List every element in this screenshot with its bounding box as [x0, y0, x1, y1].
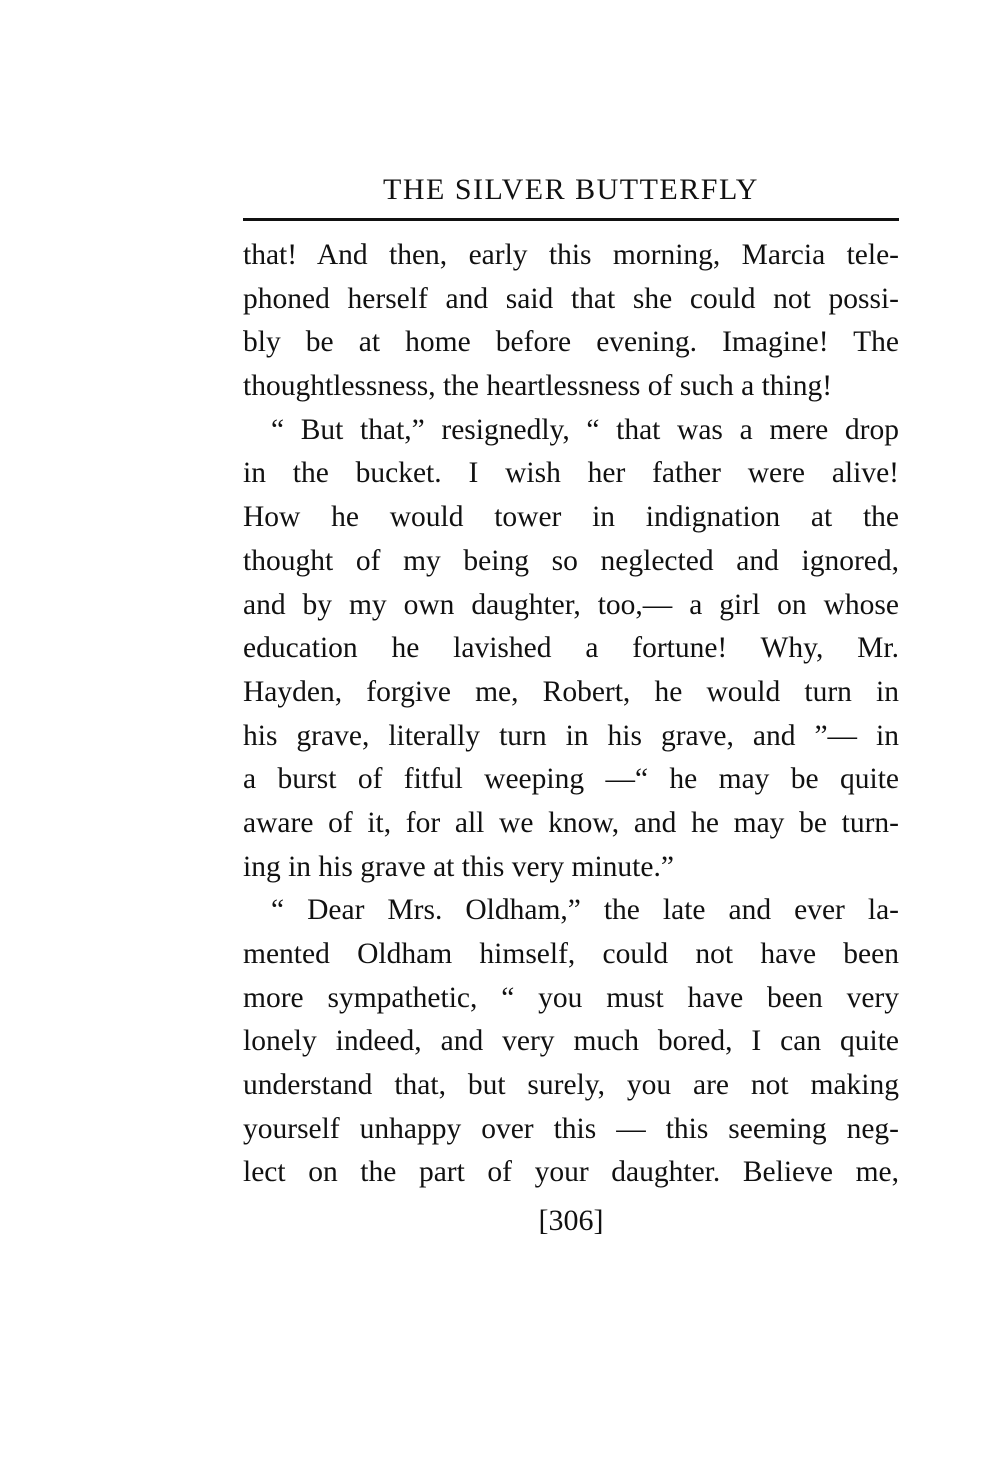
text-line: thought of my being so neglected and ignored, — [243, 544, 899, 577]
body-text — [243, 234, 899, 1195]
text-line: understand that, but surely, you are not making — [243, 1069, 899, 1102]
page-number: [306] — [538, 1204, 604, 1237]
text-line: “ Dear Mrs. Oldham,” the late and ever la- — [271, 894, 899, 927]
text-line: thoughtlessness, the heartlessness of such a thing! — [243, 370, 833, 403]
text-line: that! And then, early this morning, Marcia tele- — [243, 239, 899, 271]
text-line: education he lavished a fortune! Why, Mr. — [243, 632, 899, 665]
text-line: bly be at home before evening. Imagine! The — [243, 326, 899, 359]
running-head: THE SILVER BUTTERFLY — [383, 173, 759, 206]
text-line: phoned herself and said that she could not possi- — [243, 282, 899, 315]
text-line: a burst of fitful weeping —“ he may be quite — [243, 763, 899, 796]
text-line: and by my own daughter, too,— a girl on whose — [243, 588, 899, 621]
text-line: in the bucket. I wish her father were alive! — [243, 457, 899, 490]
text-line: more sympathetic, “ you must have been very — [243, 981, 899, 1014]
text-line: ing in his grave at this very minute.” — [243, 850, 674, 883]
text-line: “ But that,” resignedly, “ that was a mere drop — [271, 413, 899, 446]
text-line: yourself unhappy over this — this seeming neg- — [243, 1112, 899, 1145]
text-line: Hayden, forgive me, Robert, he would turn in — [243, 675, 899, 708]
header-rule — [243, 218, 899, 221]
text-line: How he would tower in indignation at the — [243, 501, 899, 534]
text-line: lect on the part of your daughter. Believe me, — [243, 1156, 899, 1189]
text-line: his grave, literally turn in his grave, and ”— in — [243, 719, 899, 752]
text-line: mented Oldham himself, could not have been — [243, 938, 899, 970]
text-line: lonely indeed, and very much bored, I can quite — [243, 1025, 899, 1058]
text-line: aware of it, for all we know, and he may be turn- — [243, 806, 899, 839]
